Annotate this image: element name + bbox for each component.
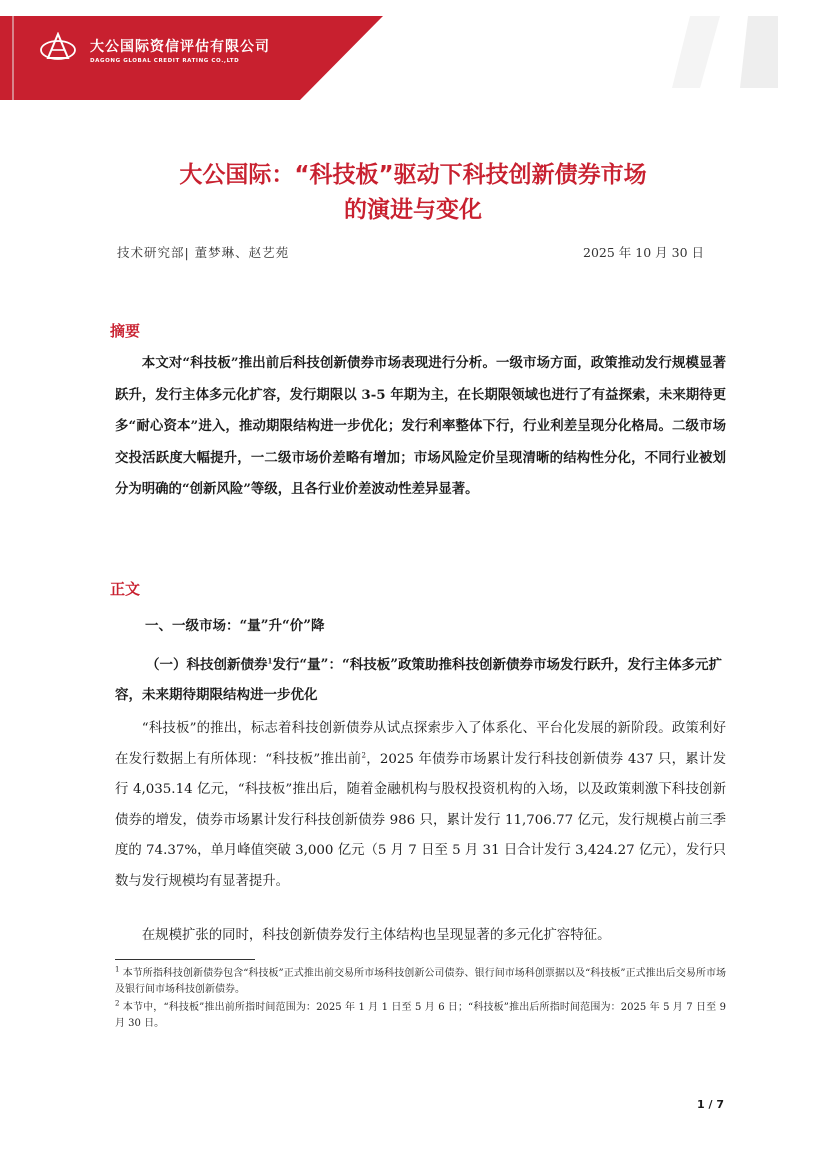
paragraph-1-part-a: “科技板”的推出，标志着科技创新债券从试点探索步入了体系化、平台化发展的新阶段。政策利好在发行数据上有所体现：“科技板”推出前 xyxy=(115,721,726,767)
company-logo-icon xyxy=(38,32,78,64)
body-heading: 正文 xyxy=(110,580,141,598)
body-paragraph-2: 在规模扩张的同时，科技创新债券发行主体结构也呈现显著的多元化扩容特征。 xyxy=(141,928,611,943)
abstract-text: 本文对“科技板”推出前后科技创新债券市场表现进行分析。一级市场方面，政策推动发行规模显著跃升，发行主体多元化扩容，发行期限以 3-5 年期为主，在长期限领域也进行了有益探索，未来期待更多“耐心资本”进入，推动期限结构进一步优化；发行利率整体下行，行业利差呈现分化格局。二级市场交投活跃度大幅提升，一二级市场价差略有增加；市场风险定价呈现清晰的结构性分化，不同行业被划分为明确的“创新风险”等级，且各行业价差波动性差异显著。 xyxy=(115,355,726,497)
footnote-1 xyxy=(115,966,726,997)
page-number: 1 / 7 xyxy=(697,1098,724,1111)
paragraph-1-part-b: ，2025 年债券市场累计发行科技创新债券 437 只，累计发行 4,035.14 亿元，“科技板”推出后，随着金融机构与股权投资机构的入场，以及政策刺激下科技创新债券的增发，债券市场累计发行科技创新债券 986 只，累计发行 11,706.77 亿元，发行规模占前三季度的 74.37%，单月峰值突破 3,000 亿元（5 月 7 日至 5 月 31 日合计发行 3,424.27 亿元），发行只数与发行规模均有显著提升。 xyxy=(115,751,726,889)
abstract-heading: 摘要 xyxy=(110,322,141,340)
section-heading-1: 一、一级市场：“量”升“价”降 xyxy=(145,618,325,634)
footnote-1-text: 本节所指科技创新债券包含“科技板”正式推出前交易所市场科技创新公司债券、银行间市场科创票据以及“科技板”正式推出后交易所市场及银行间市场科技创新债券。 xyxy=(115,968,726,995)
report-title-line-1: 大公国际：“科技板”驱动下科技创新债券市场 xyxy=(179,162,647,188)
footnote-ref-2: 2 xyxy=(361,751,366,760)
report-title-line-2: 的演进与变化 xyxy=(344,197,482,223)
footnote-2-text: 本节中，“科技板”推出前所指时间范围为：2025 年 1 月 1 日至 5 月 6 日；“科技板”推出后所指时间范围为：2025 年 5 月 7 日至 9 月 30 日。 xyxy=(115,1002,726,1029)
company-name xyxy=(90,36,270,64)
author-line: 技术研究部| 董梦琳、赵艺苑 xyxy=(117,245,290,260)
subsection-heading-1-1 xyxy=(115,650,726,710)
footnote-1-mark: 1 xyxy=(115,965,120,974)
subsection-heading-part-b: 发行“量”：“科技板”政策助推科技创新债券市场发行跃升，发行主体多元扩容，未来期待期限结构进一步优化 xyxy=(115,657,722,703)
footnote-2 xyxy=(115,1000,726,1031)
footnote-divider xyxy=(115,959,255,960)
company-name-cn: 大公国际资信评估有限公司 xyxy=(90,39,270,55)
footnote-ref-1: 1 xyxy=(267,656,273,666)
footnote-2-mark: 2 xyxy=(115,999,120,1008)
company-name-en: DAGONG GLOBAL CREDIT RATING CO.,LTD xyxy=(90,58,240,64)
subsection-heading-part-a: （一）科技创新债券 xyxy=(146,657,268,673)
body-paragraph-1 xyxy=(115,714,726,897)
report-title xyxy=(60,158,766,228)
report-date: 2025 年 10 月 30 日 xyxy=(583,245,704,260)
